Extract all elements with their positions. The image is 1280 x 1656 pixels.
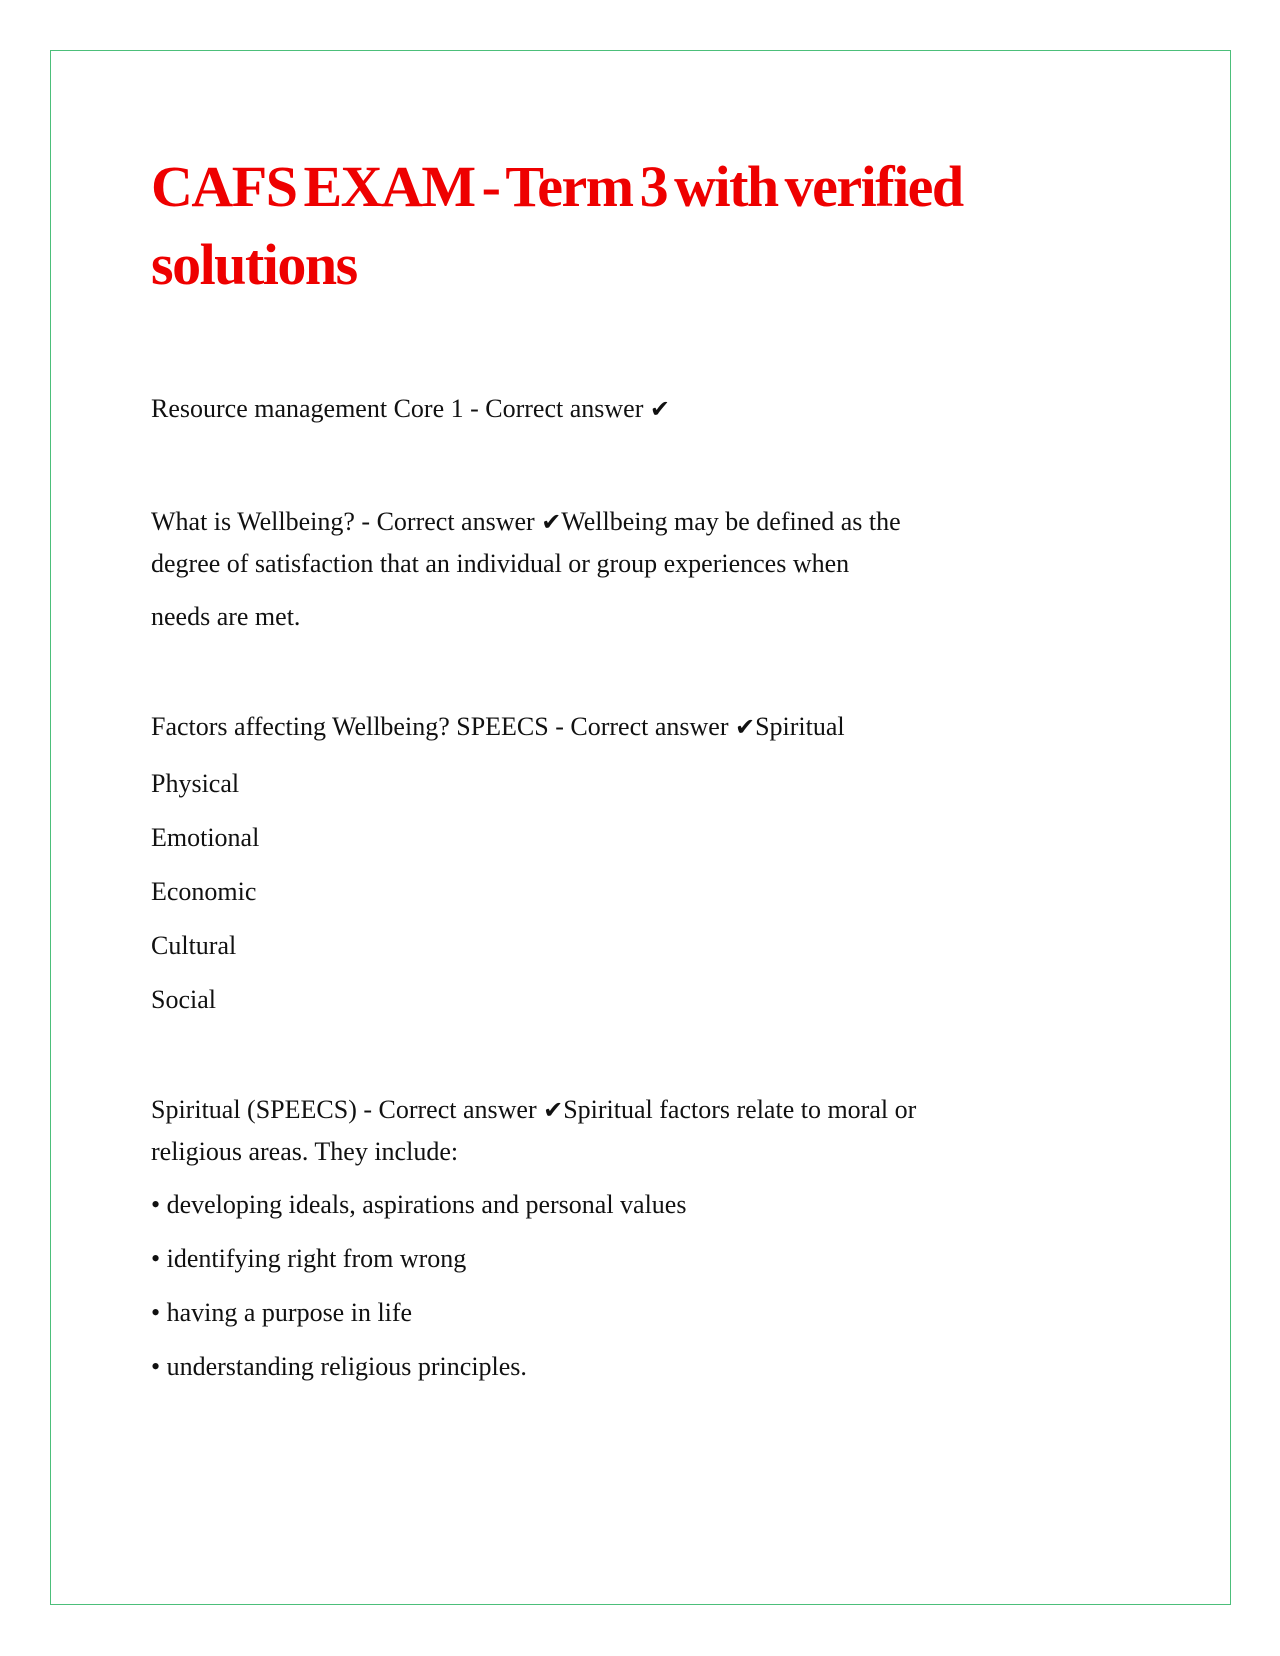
- question-text: Resource management Core 1 - Correct answer: [151, 394, 644, 423]
- list-item: Physical: [151, 769, 240, 798]
- question-text: Factors affecting Wellbeing? SPEECS - Correct answer: [151, 712, 729, 741]
- list-item: Emotional: [151, 823, 260, 852]
- question-factors: [151, 710, 845, 744]
- list-item: Economic: [151, 877, 257, 906]
- answer-text: Spiritual: [755, 712, 845, 741]
- bullet-item: • developing ideals, aspirations and personal values: [151, 1190, 687, 1219]
- bullet-item: • understanding religious principles.: [151, 1352, 527, 1381]
- bullet-item: • identifying right from wrong: [151, 1244, 467, 1273]
- question-spiritual: [151, 1093, 916, 1127]
- question-resource-management: [151, 392, 670, 426]
- question-wellbeing: [151, 505, 901, 539]
- answer-line: religious areas. They include:: [151, 1137, 459, 1166]
- list-item: Cultural: [151, 931, 237, 960]
- answer-line: needs are met.: [151, 602, 301, 631]
- check-icon: ✔: [541, 508, 562, 536]
- check-icon: ✔: [734, 713, 756, 741]
- answer-text: Spiritual factors relate to moral or: [563, 1095, 917, 1124]
- check-icon: ✔: [649, 395, 670, 423]
- answer-text: Wellbeing may be defined as the: [561, 507, 901, 536]
- question-text: Spiritual (SPEECS) - Correct answer: [151, 1095, 537, 1124]
- question-text: What is Wellbeing? - Correct answer: [151, 507, 535, 536]
- answer-line: degree of satisfaction that an individual or group experiences when: [151, 549, 850, 578]
- bullet-item: • having a purpose in life: [151, 1298, 413, 1327]
- list-item: Social: [151, 985, 216, 1014]
- document-title: CAFS EXAM - Term 3 with verified solutions: [151, 154, 963, 297]
- check-icon: ✔: [543, 1096, 564, 1124]
